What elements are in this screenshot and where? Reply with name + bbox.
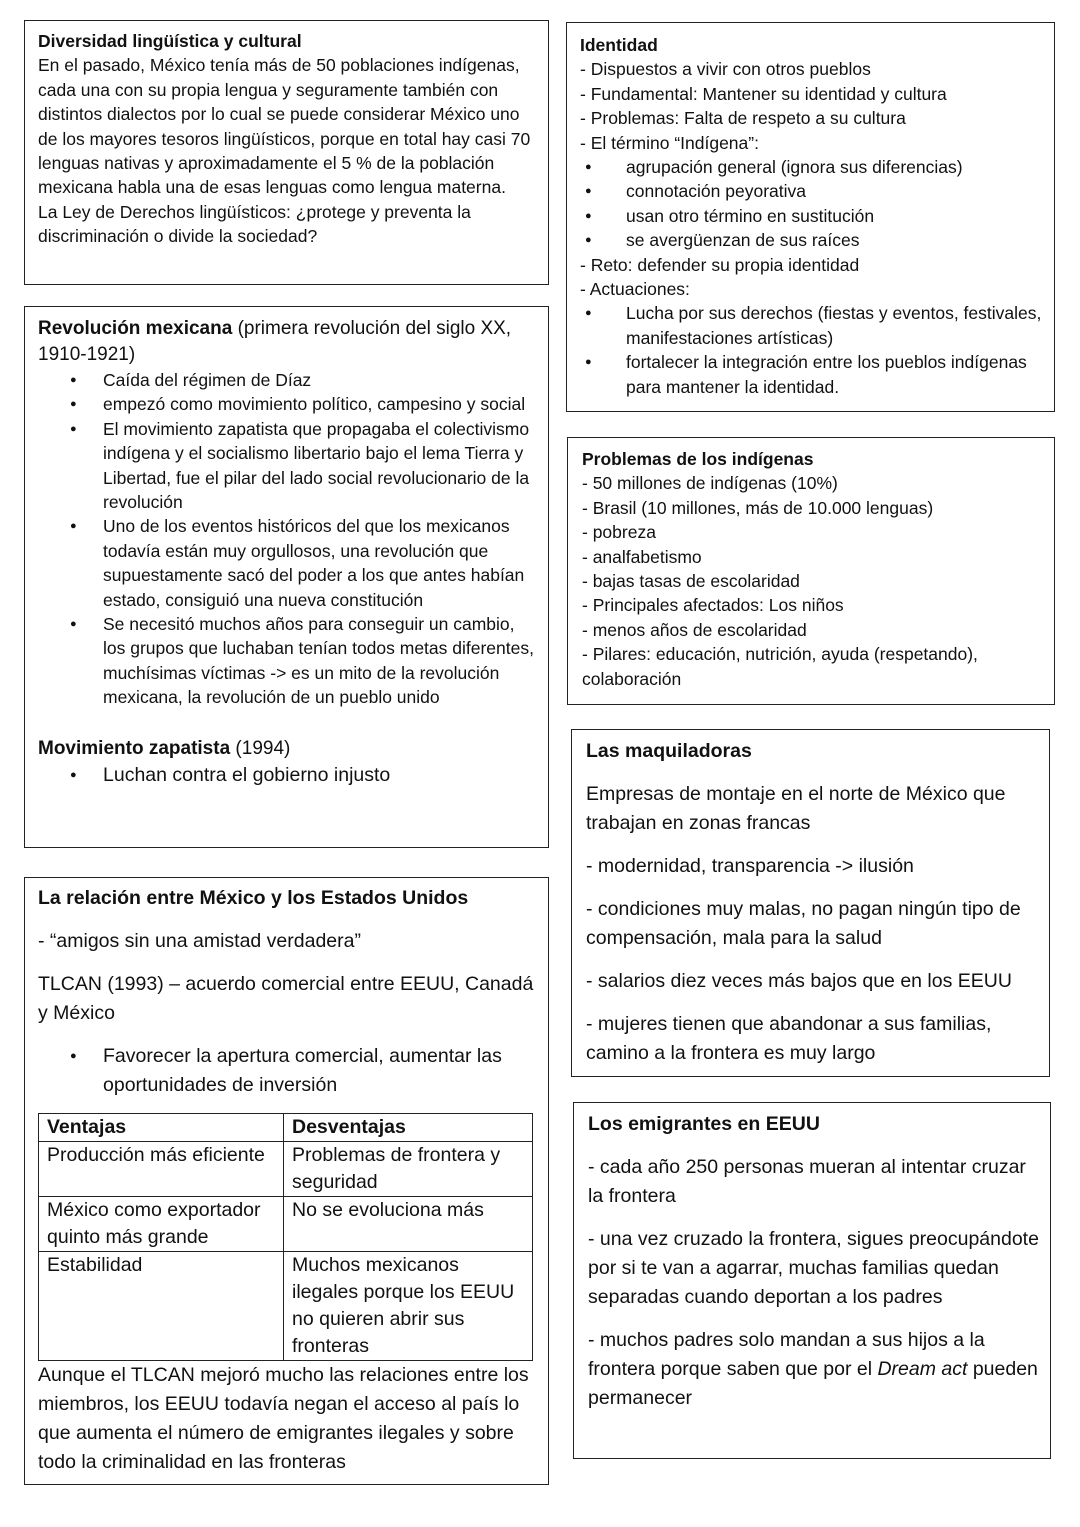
relacion-list xyxy=(38,1042,536,1100)
diversidad-title: Diversidad lingüística y cultural xyxy=(38,31,302,51)
diversidad-box xyxy=(24,20,549,285)
maquiladoras-paragraph: - condiciones muy malas, no pagan ningún tipo de compensación, mala para la salud xyxy=(586,898,1021,949)
relacion-closing: Aunque el TLCAN mejoró mucho las relaciones entre los miembros, los EEUU todavía negan el acceso al país lo que aumenta el número de emigrantes ilegales y sobre todo la criminalidad en las fronteras xyxy=(38,1364,529,1473)
list-item: ● agrupación general (ignora sus diferencias) xyxy=(580,155,1046,179)
list-item: ● Uno de los eventos históricos del que los mexicanos todavía están muy orgullosos, una revolución que supuestamente sacó del poder a los que antes habían estado, consiguió una nueva constitución xyxy=(38,514,536,612)
zapatista-heading xyxy=(38,736,536,762)
problemas-line: - 50 millones de indígenas (10%) xyxy=(582,473,838,494)
zapatista-title: Movimiento zapatista xyxy=(38,737,231,759)
list-item: ● Favorecer la apertura comercial, aumentar las oportunidades de inversión xyxy=(38,1042,536,1100)
zapatista-year: (1994) xyxy=(230,737,291,759)
emigrantes-title: Los emigrantes en EEUU xyxy=(588,1113,820,1135)
list-item: ● se avergüenzan de sus raíces xyxy=(580,228,1046,252)
diversidad-paragraph: En el pasado, México tenía más de 50 poblaciones indígenas, cada una con su propia lengua y seguramente también con distintos dialectos por lo cual se puede considerar México uno de los mayores tesoros lingüísticos, porque en total hay casi 70 lenguas nativas y aproximadamente el 5 % de la población mexicana habla una de esas lenguas como lengua materna. xyxy=(38,55,531,198)
list-item: ● El movimiento zapatista que propagaba el colectivismo indígena y el socialismo libertario bajo el lema Tierra y Libertad, fue el pilar del lado social revolucionario de la revolución xyxy=(38,417,536,515)
maquiladoras-paragraph: Empresas de montaje en el norte de México que trabajan en zonas francas xyxy=(586,783,1006,834)
maquiladoras-box xyxy=(571,729,1050,1077)
emigrantes-text: - muchos padres solo mandan a sus hijos a la frontera porque saben que por el xyxy=(588,1329,985,1380)
table-header-row xyxy=(39,1114,533,1142)
list-item: ● Luchan contra el gobierno injusto xyxy=(38,762,536,788)
maquiladoras-paragraph: - mujeres tienen que abandonar a sus familias, camino a la frontera es muy largo xyxy=(586,1013,992,1064)
table-header: Desventajas xyxy=(284,1114,533,1142)
table-row xyxy=(39,1197,533,1252)
relacion-box xyxy=(24,877,549,1485)
problemas-line: - bajas tasas de escolaridad xyxy=(582,571,800,592)
problemas-line: - Brasil (10 millones, más de 10.000 lenguas) xyxy=(582,497,934,518)
revolucion-subtitle: (primera revolución del siglo XX, 1910-1921) xyxy=(38,318,512,365)
revolucion-title: Revolución mexicana xyxy=(38,318,233,339)
identidad-line: - Fundamental: Mantener su identidad y cultura xyxy=(580,83,947,104)
zapatista-list xyxy=(38,762,536,788)
revolucion-list xyxy=(38,368,536,710)
revolucion-box xyxy=(24,306,549,848)
relacion-title: La relación entre México y los Estados Unidos xyxy=(38,887,469,909)
table-cell: No se evoluciona más xyxy=(284,1197,533,1252)
list-item: ● connotación peyorativa xyxy=(580,179,1046,203)
table-cell: México como exportador quinto más grande xyxy=(39,1197,284,1252)
emigrantes-paragraph: - cada año 250 personas mueran al intentar cruzar la frontera xyxy=(588,1156,1026,1207)
emigrantes-paragraph xyxy=(588,1326,1040,1413)
identidad-title: Identidad xyxy=(580,35,658,55)
table-header: Ventajas xyxy=(39,1114,284,1142)
table-cell: Muchos mexicanos ilegales porque los EEUU no quieren abrir sus fronteras xyxy=(284,1252,533,1361)
maquiladoras-paragraph: - salarios diez veces más bajos que en los EEUU xyxy=(586,970,1012,992)
identidad-line: - El término “Indígena”: xyxy=(580,132,759,153)
problemas-box xyxy=(567,437,1055,705)
problemas-line: - Principales afectados: Los niños xyxy=(582,595,844,616)
relacion-quote: - “amigos sin una amistad verdadera” xyxy=(38,930,361,952)
emigrantes-paragraph: - una vez cruzado la frontera, sigues preocupándote por si te van a agarrar, muchas familias quedan separadas cuando deportan a los padres xyxy=(588,1228,1039,1308)
problemas-title: Problemas de los indígenas xyxy=(582,449,814,469)
ventajas-table xyxy=(38,1113,533,1361)
termino-list xyxy=(580,155,1046,253)
dream-act-term: Dream act xyxy=(877,1358,968,1380)
problemas-line: - menos años de escolaridad xyxy=(582,619,807,640)
problemas-line: - pobreza xyxy=(582,522,656,543)
table-cell: Problemas de frontera y seguridad xyxy=(284,1142,533,1197)
list-item: ● Lucha por sus derechos (fiestas y eventos, festivales, manifestaciones artísticas) xyxy=(580,301,1046,350)
problemas-line: - Pilares: educación, nutrición, ayuda (respetando), colaboración xyxy=(582,644,978,689)
identidad-line: - Dispuestos a vivir con otros pueblos xyxy=(580,59,871,80)
actuaciones-list xyxy=(580,301,1046,399)
list-item: ● usan otro término en sustitución xyxy=(580,204,1046,228)
maquiladoras-title: Las maquiladoras xyxy=(586,740,752,762)
list-item: ● Caída del régimen de Díaz xyxy=(38,368,536,392)
table-row xyxy=(39,1252,533,1361)
table-cell: Producción más eficiente xyxy=(39,1142,284,1197)
maquiladoras-paragraph: - modernidad, transparencia -> ilusión xyxy=(586,855,914,877)
emigrantes-box xyxy=(573,1102,1051,1459)
list-item: ● empezó como movimiento político, campesino y social xyxy=(38,392,536,416)
table-cell: Estabilidad xyxy=(39,1252,284,1361)
identidad-box xyxy=(566,22,1055,412)
diversidad-question: La Ley de Derechos lingüísticos: ¿protege y preventa la discriminación o divide la sociedad? xyxy=(38,201,471,247)
list-item: ● fortalecer la integración entre los pueblos indígenas para mantener la identidad. xyxy=(580,350,1046,399)
identidad-line: - Reto: defender su propia identidad xyxy=(580,254,860,275)
list-item: ● Se necesitó muchos años para conseguir un cambio, los grupos que luchaban tenían todos metas diferentes, muchísimas víctimas -> es un mito de la revolución mexicana, la revolución de un pueblo unido xyxy=(38,612,536,710)
emigrantes-text: pueden permanecer xyxy=(588,1358,1038,1409)
identidad-line: - Actuaciones: xyxy=(580,279,690,300)
identidad-line: - Problemas: Falta de respeto a su cultura xyxy=(580,108,906,129)
revolucion-heading xyxy=(38,316,536,368)
tlcan-text: TLCAN (1993) – acuerdo comercial entre EEUU, Canadá y México xyxy=(38,973,534,1024)
problemas-line: - analfabetismo xyxy=(582,546,702,567)
table-row xyxy=(39,1142,533,1197)
